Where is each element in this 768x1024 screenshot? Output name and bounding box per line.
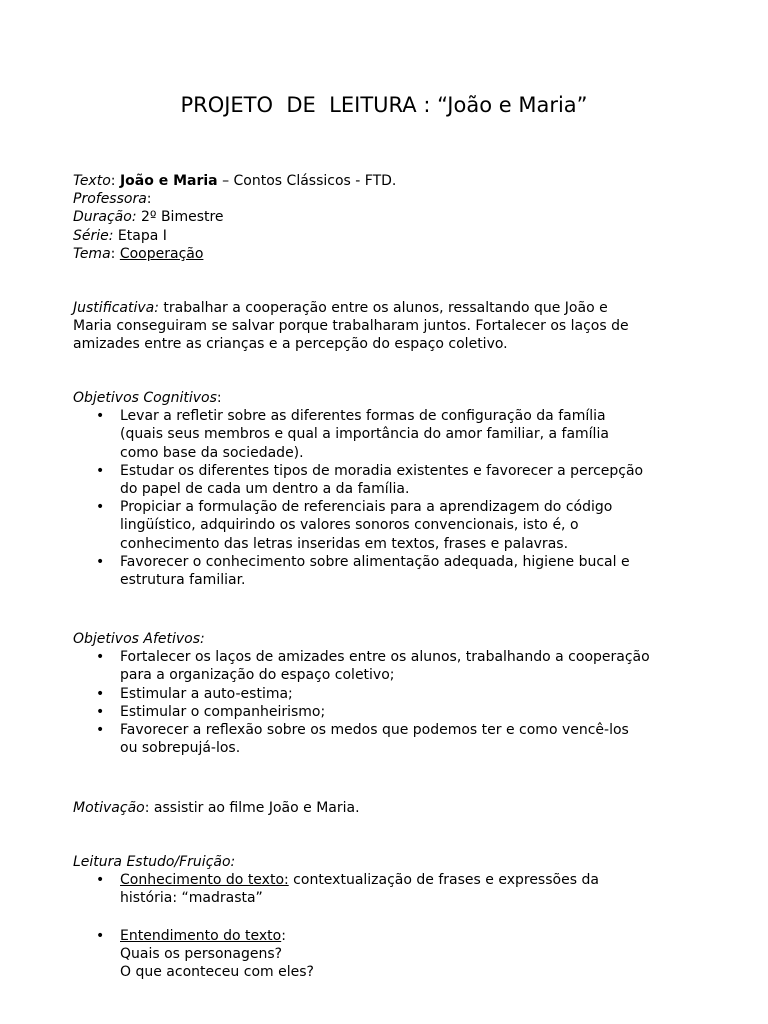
- objetivos-cognitivos-heading: Objetivos Cognitivos:: [73, 390, 222, 406]
- leitura-list: [73, 871, 713, 981]
- leitura-section: [73, 853, 713, 981]
- list-item: [73, 685, 713, 703]
- serie-line: [73, 227, 713, 245]
- objetivos-cognitivos-section: [73, 389, 713, 589]
- texto-line: Texto: João e Maria – Contos Clássicos - FTD.: [73, 173, 397, 189]
- justificativa-label: Justificativa:: [73, 300, 159, 316]
- list-item: [73, 407, 713, 462]
- duracao-value: 2º Bimestre: [136, 209, 224, 226]
- justificativa-line-2: Maria conseguiram se salvar porque trabalharam juntos. Fortalecer os laços de: [73, 318, 629, 335]
- objetivos-cognitivos-label: Objetivos Cognitivos: [73, 390, 217, 406]
- list-item: [73, 553, 713, 589]
- conhecimento-text: contextualização de frases e expressões da: [288, 872, 599, 889]
- objetivos-afetivos-list: [73, 648, 713, 757]
- duracao-label: Duração:: [73, 209, 137, 226]
- question-line: O que aconteceu com eles?: [120, 964, 314, 981]
- texto-title: João e Maria: [119, 173, 218, 189]
- justificativa-block: [73, 299, 713, 354]
- motivacao-value: : assistir ao filme João e Maria.: [144, 800, 360, 816]
- list-item-line: (quais seus membros e qual a importância do amor familiar, a família: [120, 426, 609, 443]
- objetivos-afetivos-section: [73, 630, 713, 757]
- objetivos-cognitivos-list: [73, 407, 713, 589]
- texto-source: – Contos Clássicos - FTD.: [217, 173, 397, 189]
- leitura-heading: [73, 853, 713, 871]
- duracao-line: [73, 208, 713, 226]
- list-item-line: • Favorecer o conhecimento sobre alimentação adequada, higiene bucal e: [120, 553, 630, 570]
- list-item-line: estrutura familiar.: [120, 572, 246, 589]
- list-item-line: [120, 871, 713, 889]
- list-item: [73, 927, 713, 982]
- list-item-line: • Favorecer a reflexão sobre os medos que podemos ter e como vencê-los: [120, 722, 629, 739]
- list-item-line: como base da sociedade).: [120, 444, 304, 461]
- serie-label: Série:: [73, 227, 114, 244]
- list-item-line: [120, 927, 713, 945]
- list-item-line: ou sobrepujá-los.: [120, 740, 241, 757]
- objetivos-afetivos-heading: [73, 630, 713, 648]
- list-item-line: conhecimento das letras inseridas em textos, frases e palavras.: [120, 535, 569, 552]
- list-item: [73, 498, 713, 553]
- list-item: [73, 462, 713, 498]
- list-item: [73, 703, 713, 721]
- texto-label: Texto: [73, 173, 111, 189]
- justificativa-text-1: trabalhar a cooperação entre os alunos, ressaltando que João e: [158, 300, 608, 316]
- tema-value: Cooperação: [119, 245, 204, 262]
- question-line: Quais os personagens?: [120, 945, 283, 962]
- entendimento-label: Entendimento do texto: [120, 927, 282, 944]
- tema-line: Tema: Cooperação: [73, 245, 204, 262]
- motivacao-line: [73, 799, 713, 817]
- motivacao-block: [73, 799, 713, 817]
- list-item: [73, 648, 713, 684]
- tema-label: Tema: [73, 245, 111, 262]
- entendimento-colon: :: [281, 927, 286, 944]
- justificativa-line-1: [73, 299, 713, 317]
- list-item-line: para a organização do espaço coletivo;: [120, 667, 395, 684]
- list-item-line: • Estimular o companheirismo;: [120, 703, 326, 720]
- conhecimento-label: Conhecimento do texto:: [120, 872, 289, 889]
- list-item-line: • Estudar os diferentes tipos de moradia existentes e favorecer a percepção: [120, 462, 644, 479]
- objetivos-afetivos-label: Objetivos Afetivos:: [73, 631, 205, 647]
- motivacao-label: Motivação: [73, 800, 145, 816]
- list-item-line: do papel de cada um dentro a da família.: [120, 481, 410, 498]
- professora-label: Professora: [73, 191, 147, 208]
- list-item-line: história: “madrasta”: [120, 890, 263, 907]
- info-block: [73, 172, 713, 263]
- list-item-line: • Levar a refletir sobre as diferentes formas de configuração da família: [120, 408, 606, 425]
- list-item-line: • Fortalecer os laços de amizades entre os alunos, trabalhando a cooperação: [120, 649, 650, 666]
- serie-value: Etapa I: [113, 227, 167, 244]
- list-item-line: lingüístico, adquirindo os valores sonoros convencionais, isto é, o: [120, 517, 579, 534]
- list-item: [73, 871, 713, 907]
- leitura-label: Leitura Estudo/Fruição:: [73, 854, 236, 870]
- professora-line: Professora:: [73, 191, 152, 208]
- list-item-line: • Estimular a auto-estima;: [120, 685, 293, 702]
- justificativa-line-3: amizades entre as crianças e a percepção do espaço coletivo.: [73, 336, 508, 353]
- list-item: [73, 721, 713, 757]
- page-title: PROJETO DE LEITURA : “João e Maria”: [180, 93, 588, 117]
- list-item-line: • Propiciar a formulação de referenciais para a aprendizagem do código: [120, 499, 613, 516]
